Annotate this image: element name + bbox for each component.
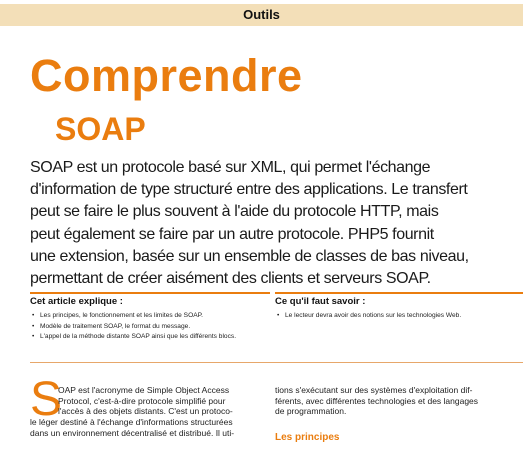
- lede-line: permettant de créer aisément des clients et serveurs SOAP.: [30, 270, 431, 288]
- list-item: • Le lecteur devra avoir des notions sur les technologies Web.: [275, 311, 520, 322]
- box-left-heading: Cet article explique :: [30, 296, 123, 307]
- list-item: • Les principes, le fonctionnement et les limites de SOAP.: [30, 311, 266, 322]
- body-column-right: [275, 385, 520, 417]
- box-right-rule: [275, 292, 523, 294]
- body-line: OAP est l'acronyme de Simple Object Access: [58, 385, 230, 395]
- box-left-list: [30, 311, 266, 343]
- body-line: le léger destiné à l'échange d'informations structurées: [30, 417, 233, 428]
- body-line: Protocol, c'est-à-dire protocole simplifié pour: [58, 395, 226, 406]
- lede-line: d'information de type structuré entre des applications. Le transfert: [30, 181, 468, 199]
- drop-cap: S: [30, 373, 63, 426]
- section-heading: Les principes: [275, 432, 340, 443]
- box-left-rule: [30, 292, 270, 294]
- body-column-left: [30, 385, 270, 439]
- body-line: de programmation.: [275, 406, 347, 417]
- list-item: • Modèle de traitement SOAP, le format du message.: [30, 322, 266, 333]
- body-line: dans un environnement décentralisé et distribué. Il uti-: [30, 427, 235, 438]
- box-right-heading: Ce qu'il faut savoir :: [275, 296, 366, 307]
- body-line: l'accès à des objets distants. C'est un protoco-: [58, 406, 233, 417]
- body-line: tions s'exécutant sur des systèmes d'exploitation dif-: [275, 385, 473, 395]
- lede-line: peut se faire le plus souvent à l'aide du protocole HTTP, mais: [30, 203, 439, 221]
- body-line: férents, avec différentes technologies et des langages: [275, 395, 479, 406]
- lede-line: peut également se faire par un autre protocole. PHP5 fournit: [30, 225, 434, 243]
- divider: [30, 362, 523, 363]
- article-title: Comprendre: [30, 50, 303, 101]
- section-band: Outils: [0, 4, 523, 26]
- article-subtitle: SOAP: [55, 111, 146, 147]
- lede-line: SOAP est un protocole basé sur XML, qui permet l'échange: [30, 159, 431, 176]
- lede-line: une extension, basée sur un ensemble de classes de bas niveau,: [30, 247, 469, 265]
- list-item: • L'appel de la méthode distante SOAP ainsi que les différents blocs.: [30, 332, 266, 343]
- lede-paragraph: [30, 157, 520, 290]
- box-right-list: [275, 311, 520, 322]
